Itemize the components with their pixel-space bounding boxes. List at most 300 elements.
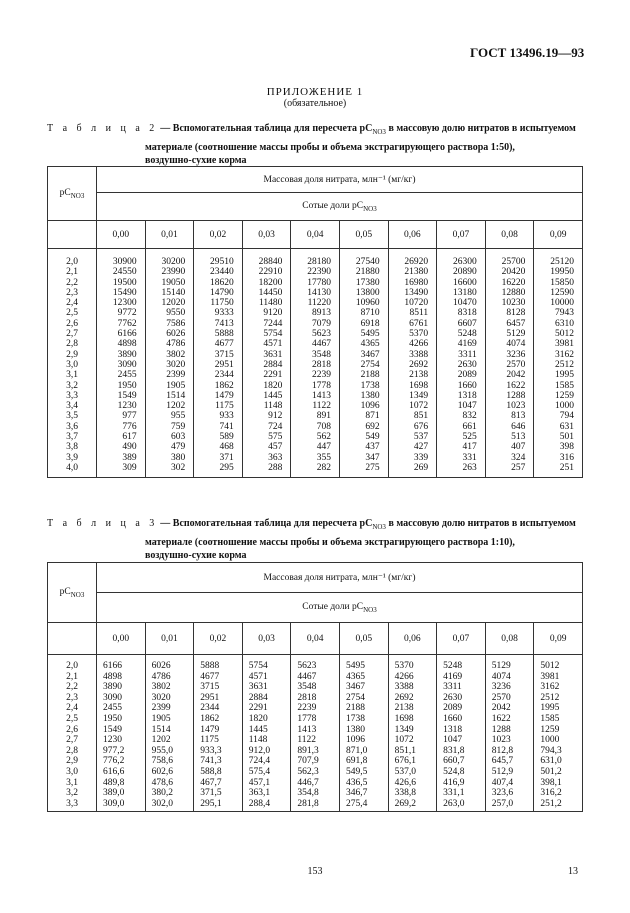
table2-cell: 4571 <box>263 339 283 350</box>
table3-cell: 1738 <box>345 713 365 724</box>
table3-cell: 3631 <box>248 682 268 693</box>
table2-cell: 21380 <box>404 267 429 278</box>
table3-cell: 4169 <box>443 671 463 682</box>
table2-cell: 537 <box>413 432 429 443</box>
table2-data-column <box>291 249 340 478</box>
table3-cell: 512,9 <box>491 766 514 777</box>
table2-pc-value: 3,9 <box>66 452 78 463</box>
table3-cell: 1096 <box>345 735 365 746</box>
table2-pc-value: 3,2 <box>66 380 78 391</box>
table3-cell: 758,6 <box>151 756 173 767</box>
table2-cell: 3548 <box>311 349 331 360</box>
table2-cell: 5129 <box>506 329 526 340</box>
table2-cell: 10470 <box>453 298 477 309</box>
table3-cell: 5129 <box>491 661 511 671</box>
table2-cell: 4365 <box>360 339 380 350</box>
table2-cell: 10720 <box>404 298 429 309</box>
table3-cell: 2138 <box>394 703 414 714</box>
table2-data-column <box>97 249 146 478</box>
table3-cell: 3090 <box>103 692 122 703</box>
table2-cell: 708 <box>316 421 331 432</box>
table2-cell: 1288 <box>506 390 526 401</box>
table2-label: Т а б л и ц а 2 <box>47 123 158 134</box>
table3-cell: 2951 <box>200 692 220 703</box>
table2-cell: 575 <box>268 432 283 443</box>
table2-col-header: 0,06 <box>388 221 437 249</box>
table2-cell: 10000 <box>550 298 574 309</box>
table2-cell: 7244 <box>263 318 283 329</box>
table3-cell: 4074 <box>491 671 511 682</box>
table2-cell: 13490 <box>404 287 429 298</box>
table2-cell: 25700 <box>501 257 526 267</box>
table2-cell: 2692 <box>409 359 429 370</box>
table3-data-column <box>291 655 340 812</box>
table2-cell: 2455 <box>117 370 137 381</box>
table3-col-header: 0,00 <box>97 623 146 655</box>
table2-cell: 27540 <box>355 257 380 267</box>
table2-cell: 275 <box>365 462 380 473</box>
table2-col-header: 0,09 <box>534 221 583 249</box>
table3-caption-b: в массовую долю нитратов в испытуемом <box>388 518 576 529</box>
table2-cell: 28840 <box>258 257 283 267</box>
table2-cell: 7762 <box>117 318 137 329</box>
table3-col-header: 0,05 <box>339 623 388 655</box>
table2-col-header: 0,00 <box>97 221 146 249</box>
table2-cell: 3020 <box>166 359 186 370</box>
table2-cell: 813 <box>511 411 526 422</box>
table3-row-header: $pC_{NO3}$ <box>48 563 97 623</box>
table3-cell: 4677 <box>200 671 220 682</box>
table2-cell: 6457 <box>506 318 526 329</box>
table3-cell: 602,6 <box>151 766 173 777</box>
table3-cell: 741,3 <box>200 756 222 767</box>
table3-sub-header: Сотые доли $pC_{NO3}$ <box>97 593 583 623</box>
table2-col-header: 0,01 <box>145 221 194 249</box>
table2-cell: 759 <box>170 421 186 432</box>
table3-cell: 851,1 <box>394 745 416 756</box>
table2-cell: 331 <box>462 452 477 463</box>
table3-cell: 2884 <box>248 692 268 703</box>
table3-cell: 3890 <box>103 682 122 693</box>
table2-cell: 661 <box>462 421 477 432</box>
table3-cell: 5012 <box>540 661 560 671</box>
table2-cell: 3890 <box>117 349 137 360</box>
table2-cell: 741 <box>219 421 234 432</box>
table2-cell: 16980 <box>404 277 429 288</box>
table2-cell: 3090 <box>117 359 137 370</box>
table2-cell: 1380 <box>360 390 380 401</box>
table2-pc-value: 2,0 <box>66 257 78 267</box>
table3-cell: 1023 <box>491 735 511 746</box>
table2-caption-a: Вспомогательная таблица для пересчета pC <box>172 123 373 134</box>
table2-cell: 16220 <box>501 277 526 288</box>
table2-cell: 26300 <box>453 257 477 267</box>
table3-cell: 2239 <box>297 703 317 714</box>
table2-caption-b: в массовую долю нитратов в испытуемом <box>388 123 576 134</box>
table3-cell: 501,2 <box>540 766 562 777</box>
table3-pc-value: 3,0 <box>66 766 78 777</box>
table2-cell: 1349 <box>409 390 429 401</box>
table2-group-header: Массовая доля нитрата, млн⁻¹ (мг/кг) <box>97 167 583 193</box>
table3-cell: 707,9 <box>297 756 319 767</box>
table2-cell: 457 <box>268 442 283 453</box>
table3-cell: 812,8 <box>491 745 514 756</box>
table2-cell: 316 <box>559 452 574 463</box>
table2-cell: 1148 <box>263 401 283 412</box>
table2-pc-value: 3,4 <box>66 401 78 412</box>
table2-cell: 9772 <box>117 308 137 319</box>
table3-cell: 3467 <box>345 682 365 693</box>
table3-cell: 295,1 <box>200 798 222 809</box>
table3-cell: 562,3 <box>297 766 319 777</box>
table3-cell: 6166 <box>103 661 122 671</box>
table2-pc-value: 2,5 <box>66 308 78 319</box>
table3-cell: 446,7 <box>297 777 319 788</box>
table2-cell: 26920 <box>404 257 429 267</box>
table3-caption-line3: воздушно-сухие корма <box>145 550 247 561</box>
table2-cell: 309 <box>122 462 137 473</box>
table3-col-header: 0,04 <box>291 623 340 655</box>
table2-cell: 3162 <box>555 349 574 360</box>
table2-cell: 8511 <box>409 308 429 319</box>
table2-cell: 23440 <box>210 267 234 278</box>
table3-cell: 1445 <box>248 724 268 735</box>
table2-cell: 2512 <box>555 359 574 370</box>
table2-cell: 1259 <box>555 390 574 401</box>
table2-cell: 18620 <box>210 277 234 288</box>
table3-corner <box>48 623 97 655</box>
table2-cell: 1096 <box>360 401 380 412</box>
table2-pc-value: 2,6 <box>66 318 78 329</box>
table3-cell: 1230 <box>103 735 122 746</box>
table2-cell: 1000 <box>555 401 574 412</box>
table2-cell: 1122 <box>312 401 331 412</box>
table3-cell: 1122 <box>297 735 317 746</box>
table3-cell: 891,3 <box>297 745 319 756</box>
table3-cell: 5888 <box>200 661 220 671</box>
table3-cell: 2512 <box>540 692 560 703</box>
table3-pc-column <box>48 655 97 812</box>
table3-cell: 281,8 <box>297 798 319 809</box>
table2-cell: 1905 <box>166 380 186 391</box>
appendix-subtitle: (обязательное) <box>283 98 347 109</box>
table3-cell: 331,1 <box>443 788 465 799</box>
table2-cell: 13800 <box>355 287 380 298</box>
table3-cell: 309,0 <box>103 798 125 809</box>
table3-cell: 457,1 <box>248 777 271 788</box>
table2-caption-line3: воздушно-сухие корма <box>145 155 247 166</box>
table3-cell: 4365 <box>345 671 365 682</box>
table2-cell: 12880 <box>501 287 526 298</box>
table3-pc-value: 2,2 <box>66 682 78 693</box>
table3-cell: 2089 <box>443 703 463 714</box>
table3-pc-value: 2,8 <box>66 745 78 756</box>
table2-data-column <box>388 249 437 478</box>
table3-data-column <box>388 655 437 812</box>
table2-cell: 20890 <box>453 267 477 278</box>
table2-row-header: $pC_{NO3}$ <box>48 167 97 221</box>
table2-cell: 2630 <box>457 359 477 370</box>
table2-cell: 1047 <box>457 401 477 412</box>
table3-data-column <box>437 655 486 812</box>
table3-cell: 489,8 <box>103 777 125 788</box>
table3-cell: 3981 <box>540 671 560 682</box>
table2-cell: 11220 <box>307 298 331 309</box>
table3-pc-value: 2,5 <box>66 713 78 724</box>
table2-cell: 676 <box>413 421 429 432</box>
table3-cell: 3802 <box>151 682 171 693</box>
table3-cell: 1905 <box>151 713 171 724</box>
table2-cell: 794 <box>559 411 574 422</box>
table3-cell: 2399 <box>151 703 171 714</box>
table2-cell: 5754 <box>263 329 283 340</box>
table3-cell: 549,5 <box>345 766 368 777</box>
table3-cell: 1778 <box>297 713 317 724</box>
table3-cell: 631,0 <box>540 756 562 767</box>
table2-cell: 18200 <box>258 277 283 288</box>
table3-caption-cont <box>145 536 515 562</box>
table3-data-column <box>534 655 583 812</box>
table2-cell: 417 <box>462 442 477 453</box>
table2-cell: 19950 <box>550 267 574 278</box>
table2-cell: 525 <box>462 432 477 443</box>
table2-cell: 1202 <box>166 401 186 412</box>
table2-cell: 468 <box>219 442 234 453</box>
table2-cell: 1778 <box>311 380 331 391</box>
table3-cell: 1549 <box>103 724 122 735</box>
table3-cell: 316,2 <box>540 788 562 799</box>
table3-cell: 1288 <box>491 724 511 735</box>
table3-cell: 3311 <box>443 682 462 693</box>
appendix-title: ПРИЛОЖЕНИЕ 1 <box>266 86 364 98</box>
table2-cell: 832 <box>462 411 477 422</box>
table3-col-header: 0,03 <box>242 623 291 655</box>
table2-cell: 282 <box>316 462 331 473</box>
table3-cell: 1259 <box>540 724 560 735</box>
table2-cell: 891 <box>316 411 331 422</box>
table3-cell: 1413 <box>297 724 317 735</box>
table3-cell: 660,7 <box>443 756 465 767</box>
table3-pc-value: 2,1 <box>66 671 78 682</box>
table2-data-column <box>339 249 388 478</box>
table3-cell: 1585 <box>540 713 560 724</box>
table2-cell: 14450 <box>258 287 283 298</box>
table2-cell: 263 <box>462 462 477 473</box>
table2-cell: 1023 <box>506 401 526 412</box>
table3-cell: 955,0 <box>151 745 173 756</box>
table3-cell: 3020 <box>151 692 171 703</box>
table2-cell: 776 <box>122 421 137 432</box>
table3-cell: 645,7 <box>491 756 514 767</box>
table3-cell: 4467 <box>297 671 317 682</box>
table2-cell: 631 <box>559 421 574 432</box>
table3-pc-value: 3,2 <box>66 788 78 799</box>
table3-cell: 977,2 <box>103 745 125 756</box>
table2-cell: 15140 <box>161 287 186 298</box>
table3-caption-line2: материале (соотношение массы пробы и объема экстрагирующего раствора 1:10), <box>145 537 515 548</box>
table2-cell: 2188 <box>360 370 380 381</box>
table3-cell: 1000 <box>540 735 560 746</box>
table3-cell: 4786 <box>151 671 171 682</box>
table3-cell: 1380 <box>345 724 365 735</box>
table2 <box>47 166 583 478</box>
table3-data-column <box>97 655 146 812</box>
table3-data-column <box>485 655 534 812</box>
table2-pc-value: 3,5 <box>66 411 78 422</box>
table2-caption-cont <box>145 141 515 167</box>
table2-cell: 302 <box>170 462 186 473</box>
table3-cell: 575,4 <box>248 766 271 777</box>
table2-cell: 347 <box>365 452 380 463</box>
table3-cell: 537,0 <box>394 766 416 777</box>
table2-cell: 3715 <box>214 349 234 360</box>
table3-cell: 1820 <box>248 713 268 724</box>
table2-cell: 1318 <box>457 390 477 401</box>
table2-cell: 851 <box>413 411 429 422</box>
table2-cell: 1514 <box>166 390 186 401</box>
table3-cell: 1698 <box>394 713 414 724</box>
table2-cell: 7079 <box>311 318 331 329</box>
table2-cell: 871 <box>365 411 380 422</box>
table2-cell: 1479 <box>214 390 234 401</box>
table3-cell: 1148 <box>248 735 268 746</box>
table2-cell: 11480 <box>258 298 283 309</box>
table2-cell: 295 <box>219 462 234 473</box>
table3-cell: 426,6 <box>394 777 416 788</box>
table2-cell: 2042 <box>506 370 526 381</box>
table3-cell: 467,7 <box>200 777 222 788</box>
table3-cell: 524,8 <box>443 766 465 777</box>
table2-cell: 6761 <box>409 318 429 329</box>
table2-cell: 9333 <box>214 308 234 319</box>
table3-col-header: 0,07 <box>437 623 486 655</box>
standard-number: ГОСТ 13496.19—93 <box>470 45 585 60</box>
table2-pc-value: 2,1 <box>66 267 78 278</box>
table3-cell: 3715 <box>200 682 220 693</box>
table2-cell: 1622 <box>506 380 526 391</box>
table2-cell: 407 <box>511 442 526 453</box>
table2-cell: 19500 <box>112 277 137 288</box>
table3-group-header: Массовая доля нитрата, млн⁻¹ (мг/кг) <box>97 563 583 593</box>
table3-dash: — <box>160 518 171 529</box>
table3-cell: 1318 <box>443 724 463 735</box>
table2-cell: 355 <box>316 452 331 463</box>
table2-cell: 30200 <box>161 257 186 267</box>
table3-cell: 363,1 <box>248 788 271 799</box>
table2-cell: 257 <box>511 462 526 473</box>
table3-data-column <box>339 655 388 812</box>
table2-cell: 2818 <box>311 359 331 370</box>
table3-cell: 616,6 <box>103 766 125 777</box>
table3-cell: 1047 <box>443 735 463 746</box>
table2-cell: 22390 <box>307 267 331 278</box>
table3-caption-a: Вспомогательная таблица для пересчета pC <box>172 518 373 529</box>
table3-cell: 2455 <box>103 703 122 714</box>
table2-cell: 4467 <box>311 339 331 350</box>
table2-cell: 617 <box>122 432 137 443</box>
table3-cell: 1950 <box>103 713 122 724</box>
table3-label-line <box>47 517 576 534</box>
table2-cell: 3981 <box>555 339 574 350</box>
table3-cell: 4266 <box>394 671 414 682</box>
table3-cell: 1622 <box>491 713 511 724</box>
table2-cell: 6026 <box>166 329 186 340</box>
table3-col-header: 0,08 <box>485 623 534 655</box>
table2-cell: 549 <box>365 432 380 443</box>
table2-cell: 3802 <box>166 349 186 360</box>
table2-cell: 3631 <box>263 349 283 360</box>
table2-pc-value: 2,2 <box>66 277 78 288</box>
table2-cell: 21880 <box>355 267 380 278</box>
table3-col-header: 0,06 <box>388 623 437 655</box>
table2-cell: 6918 <box>360 318 380 329</box>
table2-pc-value: 3,7 <box>66 432 78 443</box>
table2-cell: 933 <box>219 411 234 422</box>
table2-caption-line2: материале (соотношение массы пробы и объема экстрагирующего раствора 1:50), <box>145 142 515 153</box>
table2-cell: 12590 <box>550 287 574 298</box>
table2-cell: 5012 <box>555 329 574 340</box>
table2-cell: 1862 <box>214 380 234 391</box>
table3-cell: 2692 <box>394 692 414 703</box>
table2-cell: 22910 <box>258 267 283 278</box>
table2-cell: 2570 <box>506 359 526 370</box>
table2-cell: 1698 <box>409 380 429 391</box>
table2-pc-value: 3,0 <box>66 359 78 370</box>
table2-cell: 1072 <box>409 401 429 412</box>
table2-cell: 3467 <box>360 349 380 360</box>
table3-cell: 269,2 <box>394 798 416 809</box>
table2-cell: 4266 <box>409 339 429 350</box>
table2-cell: 2291 <box>263 370 283 381</box>
table3-cell: 794,3 <box>540 745 562 756</box>
table2-cell: 24550 <box>112 267 137 278</box>
table2-cell: 15850 <box>550 277 574 288</box>
table2-cell: 501 <box>559 432 574 443</box>
table2-cell: 479 <box>170 442 186 453</box>
table3-cell: 3162 <box>540 682 560 693</box>
table2-cell: 5495 <box>360 329 380 340</box>
table2-sub-header: Сотые доли $pC_{NO3}$ <box>97 193 583 221</box>
table3-cell: 3236 <box>491 682 511 693</box>
table2-cell: 1230 <box>117 401 137 412</box>
table2-cell: 251 <box>559 462 574 473</box>
table3-pc-value: 2,4 <box>66 703 78 714</box>
table2-pc-value: 2,8 <box>66 339 78 350</box>
table2-cell: 955 <box>170 411 186 422</box>
table2-cell: 646 <box>511 421 526 432</box>
table2-cell: 1549 <box>117 390 137 401</box>
table2-cell: 2089 <box>457 370 477 381</box>
table3-cell: 2630 <box>443 692 463 703</box>
table2-cell: 1738 <box>360 380 380 391</box>
table2-cell: 9550 <box>166 308 186 319</box>
table2-cell: 7943 <box>555 308 574 319</box>
table2-cell: 3388 <box>409 349 429 360</box>
table2-cell: 1820 <box>263 380 283 391</box>
table3-cell: 398,1 <box>540 777 562 788</box>
table2-cell: 269 <box>413 462 429 473</box>
table3-pc-value: 2,6 <box>66 724 78 735</box>
table2-pc-value: 2,9 <box>66 349 78 360</box>
table2-cell: 3236 <box>506 349 526 360</box>
table2-cell: 398 <box>559 442 574 453</box>
table3-label: Т а б л и ц а 3 <box>47 518 158 529</box>
table3-cell: 436,5 <box>345 777 368 788</box>
table3-cell: 691,8 <box>345 756 368 767</box>
table2-col-header: 0,04 <box>291 221 340 249</box>
table2-cell: 437 <box>365 442 380 453</box>
table2-cell: 2754 <box>360 359 380 370</box>
